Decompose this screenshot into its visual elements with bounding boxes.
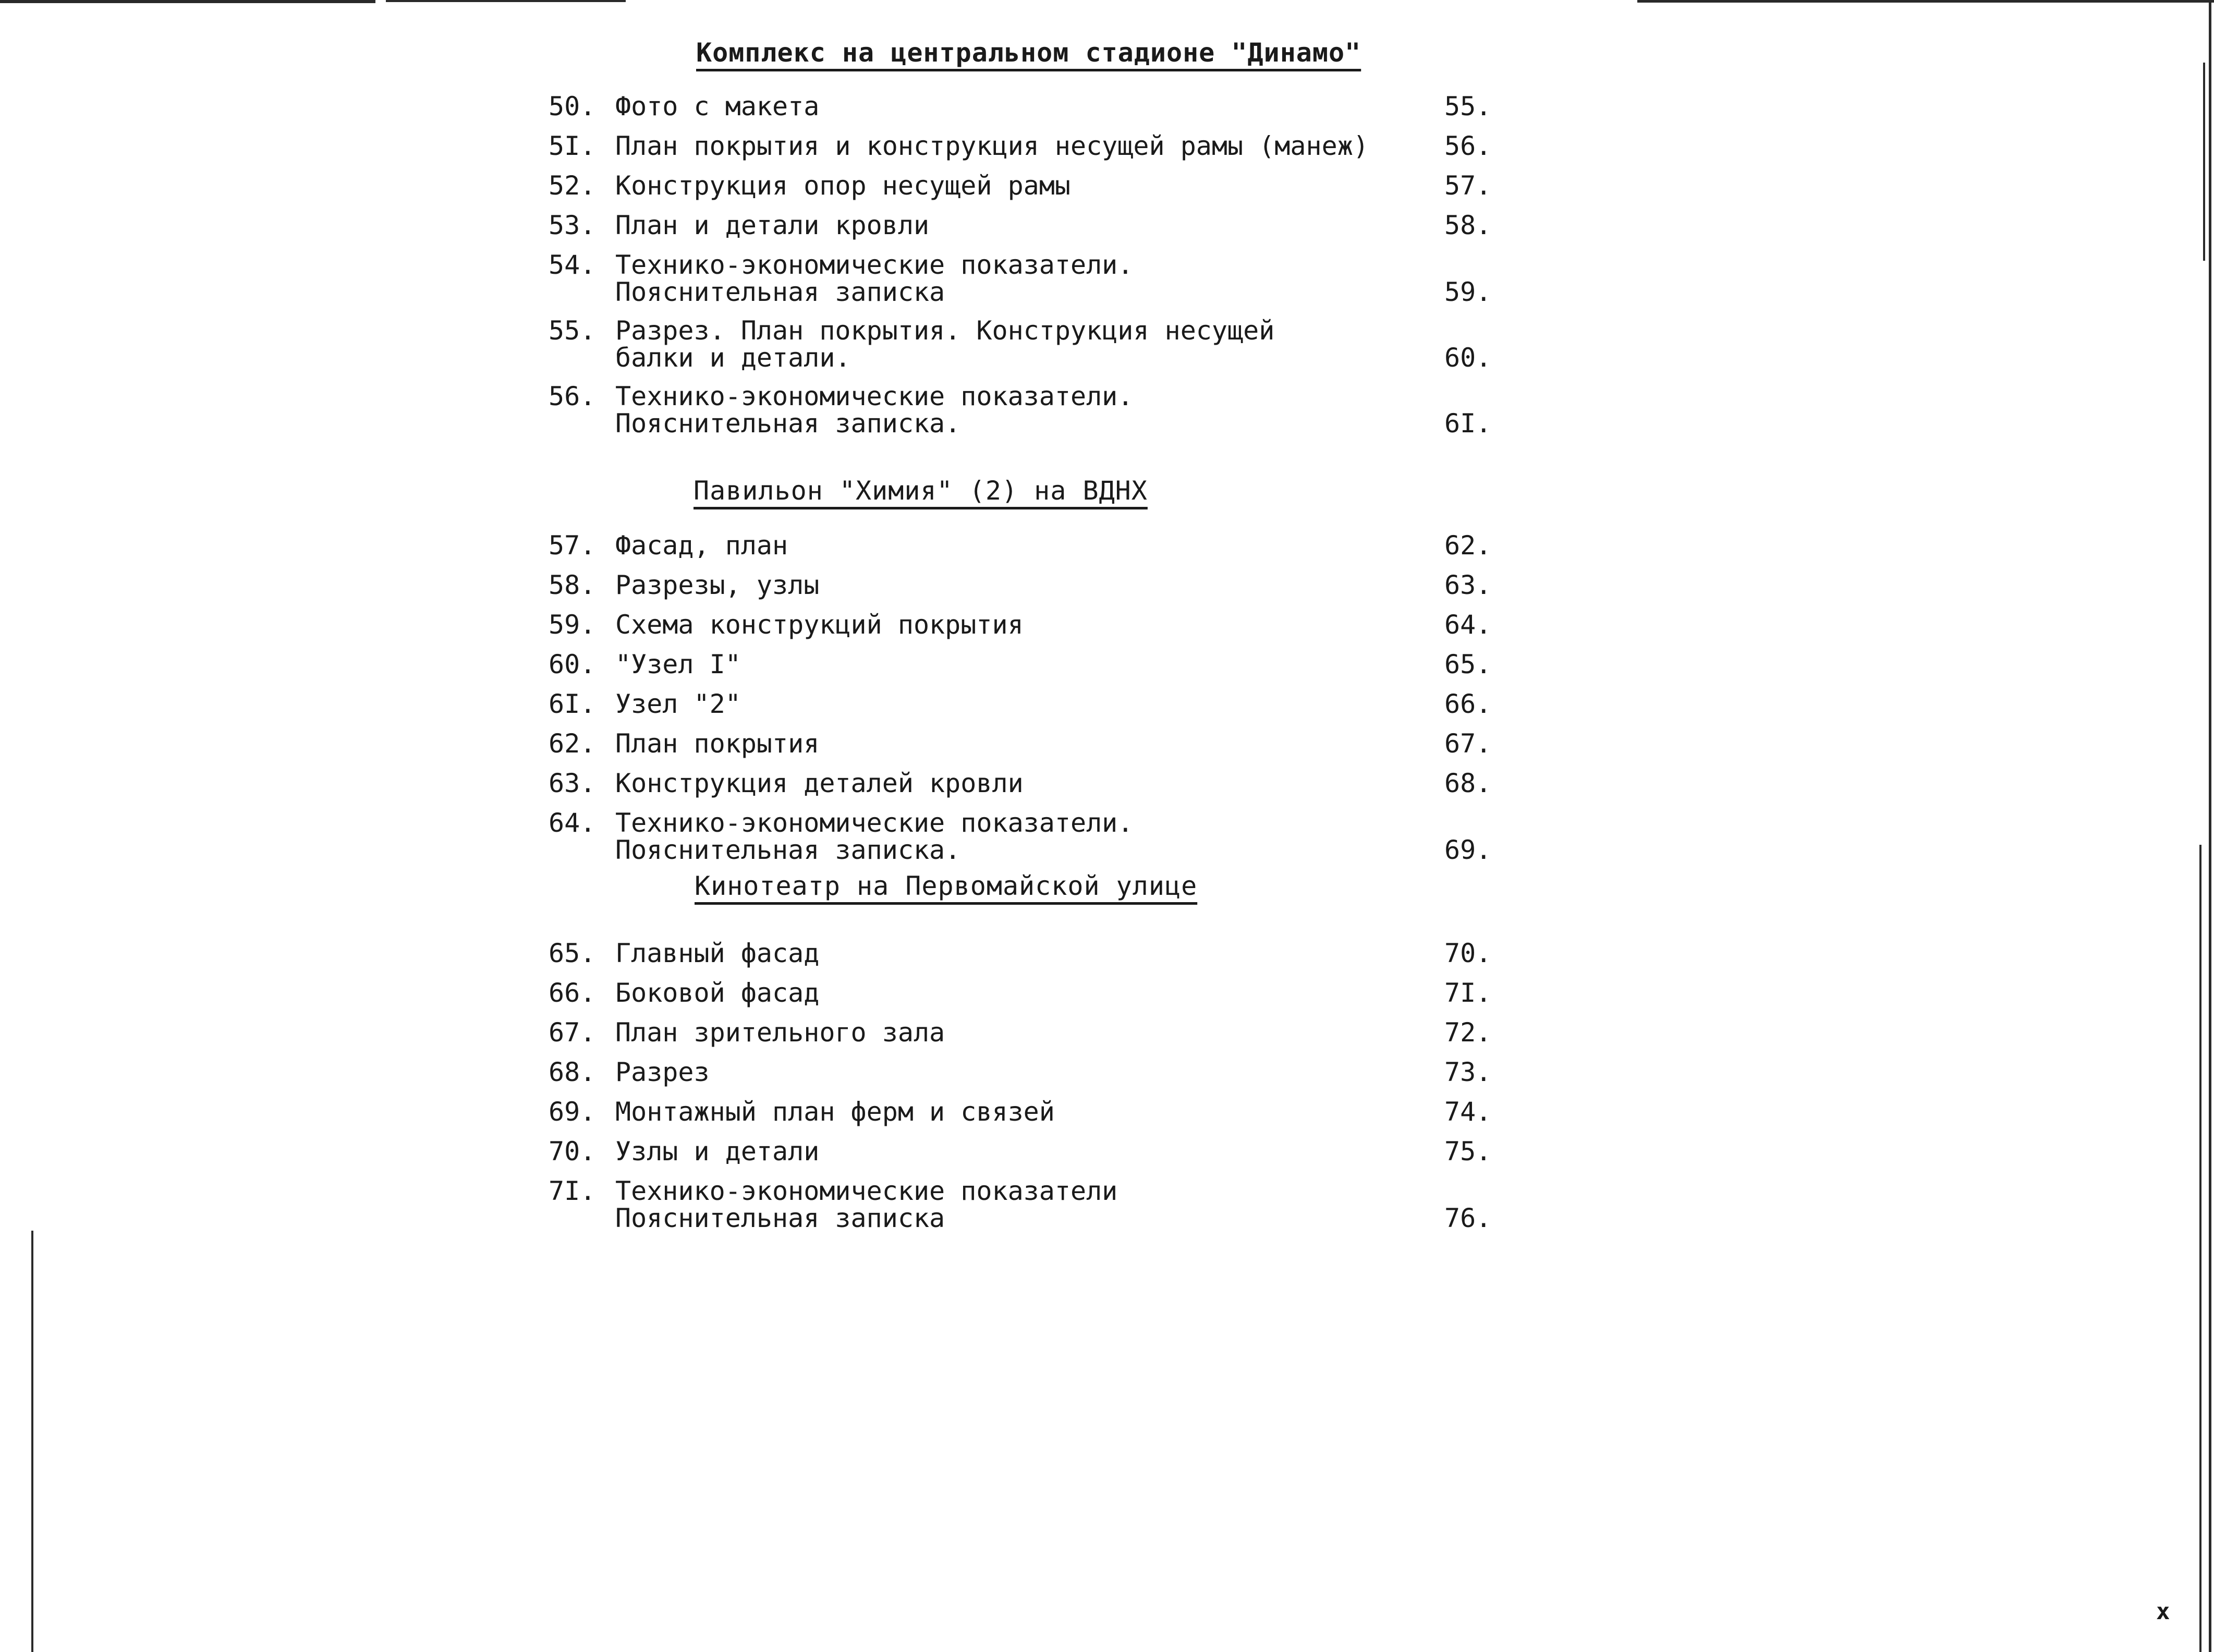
entry-page: 55.: [1444, 91, 1492, 122]
entry-page: 74.: [1444, 1097, 1492, 1127]
entry-page: 70.: [1444, 938, 1492, 968]
entry-page: 67.: [1444, 728, 1492, 759]
entry-page: 72.: [1444, 1017, 1492, 1048]
entry-page: 73.: [1444, 1057, 1492, 1087]
entry-number: 53.: [549, 210, 596, 240]
entry-page: 6I.: [1444, 408, 1492, 439]
entry-title: Узлы и детали: [615, 1136, 820, 1167]
entry-title: "Узел I": [615, 649, 741, 679]
entry-page: 7I.: [1444, 978, 1492, 1008]
entry-page: 66.: [1444, 689, 1492, 719]
entry-number: 69.: [549, 1097, 596, 1127]
entry-page: 68.: [1444, 768, 1492, 798]
entry-title: Технико-экономические показатели. Пояснительная записка: [615, 250, 1134, 307]
entry-page: 60.: [1444, 343, 1492, 373]
entry-page: 64.: [1444, 610, 1492, 640]
entry-page: 76.: [1444, 1203, 1492, 1233]
entry-page: 63.: [1444, 570, 1492, 600]
entry-title: План покрытия и конструкция несущей рамы (манеж): [615, 131, 1369, 161]
entry-title: Разрез: [615, 1057, 710, 1087]
entry-number: 65.: [549, 938, 596, 968]
entry-number: 6I.: [549, 689, 596, 719]
entry-title: Главный фасад: [615, 938, 820, 968]
entry-title: Фасад, план: [615, 530, 788, 561]
entry-title: План и детали кровли: [615, 210, 930, 240]
entry-page: 59.: [1444, 277, 1492, 307]
entry-title: Узел "2": [615, 689, 741, 719]
entry-number: 64.: [549, 808, 596, 838]
entry-title: Технико-экономические показатели. Пояснительная записка.: [615, 808, 1134, 865]
entry-title: Разрезы, узлы: [615, 570, 820, 600]
entry-number: 58.: [549, 570, 596, 600]
entry-number: 67.: [549, 1017, 596, 1048]
entry-title: Технико-экономические показатели. Пояснительная записка.: [615, 381, 1134, 439]
entry-number: 7I.: [549, 1176, 596, 1206]
corner-mark: x: [2156, 1598, 2170, 1625]
entry-number: 57.: [549, 530, 596, 561]
entry-title: Фото с макета: [615, 91, 820, 122]
section-heading-vdnh: Павильон "Химия" (2) на ВДНХ: [694, 476, 1148, 506]
entry-page: 62.: [1444, 530, 1492, 561]
entry-number: 68.: [549, 1057, 596, 1087]
entry-number: 63.: [549, 768, 596, 798]
entry-title: Боковой фасад: [615, 978, 820, 1008]
entry-page: 65.: [1444, 649, 1492, 679]
entry-number: 56.: [549, 381, 596, 411]
entry-number: 55.: [549, 315, 596, 346]
entry-number: 50.: [549, 91, 596, 122]
section-heading-cinema: Кинотеатр на Первомайской улице: [695, 871, 1198, 901]
entry-number: 70.: [549, 1136, 596, 1167]
entry-number: 54.: [549, 250, 596, 280]
entry-number: 62.: [549, 728, 596, 759]
entry-title: Конструкция деталей кровли: [615, 768, 1024, 798]
entry-page: 56.: [1444, 131, 1492, 161]
entry-title: Конструкция опор несущей рамы: [615, 171, 1070, 201]
entry-number: 5I.: [549, 131, 596, 161]
section-heading-dynamo: Комплекс на центральном стадионе "Динамо": [696, 38, 1361, 68]
entry-title: Технико-экономические показатели Пояснительная записка: [615, 1176, 1118, 1233]
entry-page: 75.: [1444, 1136, 1492, 1167]
entry-page: 69.: [1444, 835, 1492, 865]
entry-number: 52.: [549, 171, 596, 201]
entry-page: 57.: [1444, 171, 1492, 201]
entry-title: Монтажный план ферм и связей: [615, 1097, 1055, 1127]
entry-number: 59.: [549, 610, 596, 640]
entry-page: 58.: [1444, 210, 1492, 240]
entry-number: 66.: [549, 978, 596, 1008]
entry-title: Схема конструкций покрытия: [615, 610, 1024, 640]
entry-title: План покрытия: [615, 728, 820, 759]
entry-title: Разрез. План покрытия. Конструкция несущей балки и детали.: [615, 315, 1275, 373]
entry-title: План зрительного зала: [615, 1017, 945, 1048]
entry-number: 60.: [549, 649, 596, 679]
